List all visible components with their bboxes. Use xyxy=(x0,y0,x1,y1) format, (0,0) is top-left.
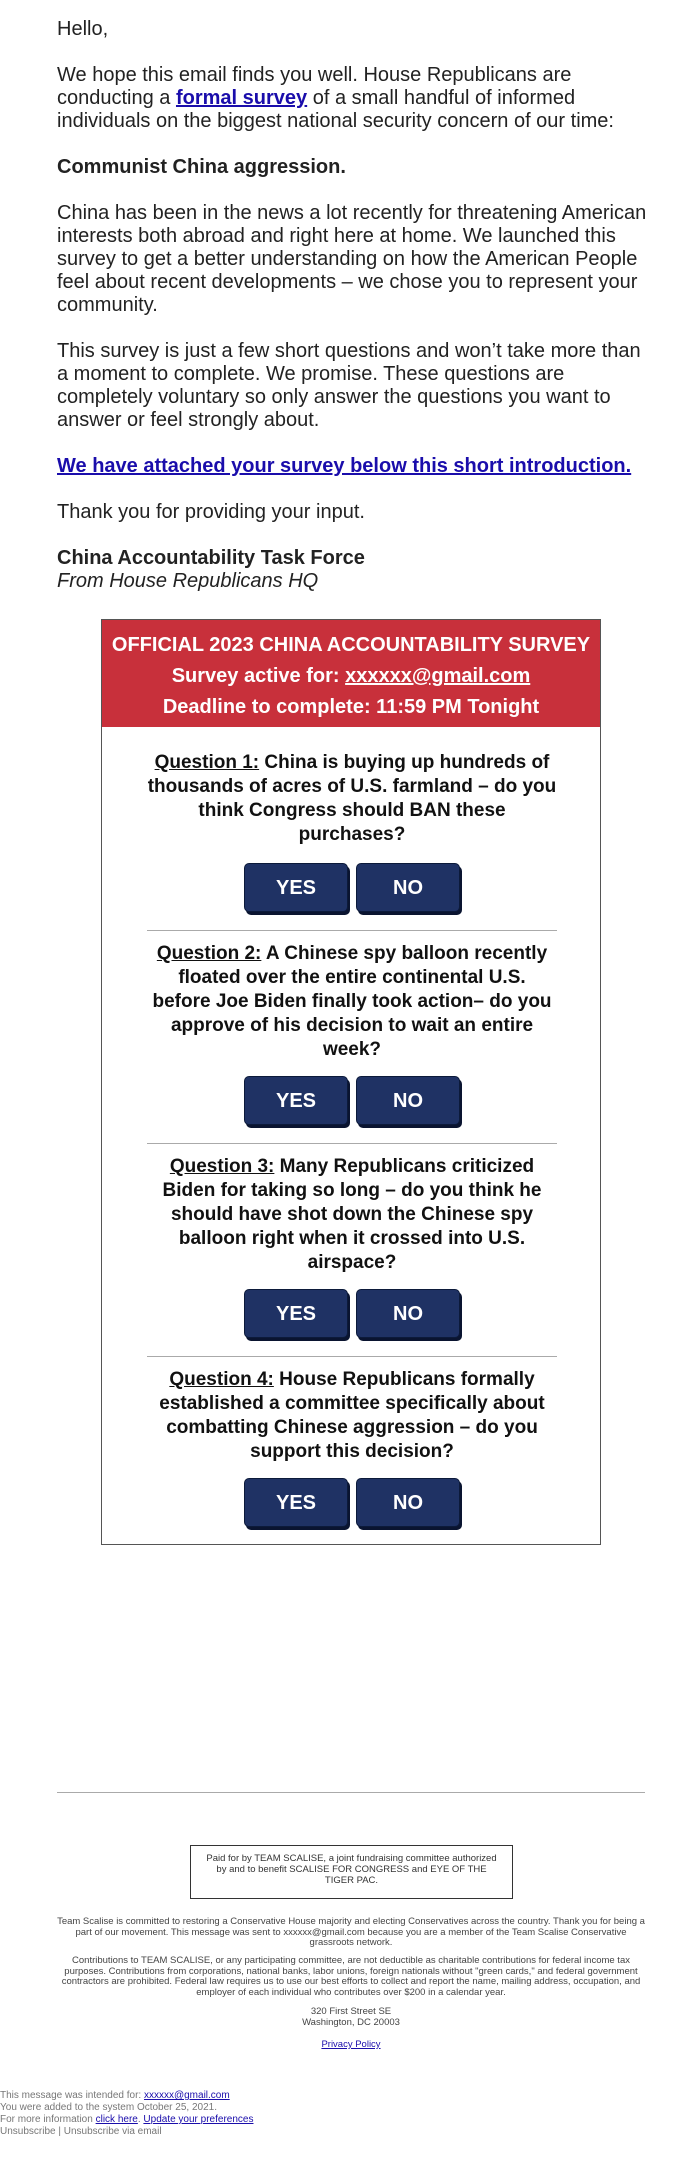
question-2-yes-button[interactable]: YES xyxy=(244,1076,348,1125)
question-4-label: Question 4: xyxy=(169,1369,274,1390)
question-3-buttons xyxy=(102,1289,602,1338)
intended-line xyxy=(0,2090,253,2102)
privacy-row xyxy=(57,2040,645,2051)
intro-paragraph-2: China has been in the news a lot recently for threatening American interests both abroad and right here at home. We launched this survey to get a better understanding on how the American People feel about recent developments – we chose you to represent your community. xyxy=(57,202,647,316)
survey-card xyxy=(101,619,601,1545)
question-2-buttons xyxy=(102,1076,602,1125)
question-1-no-button[interactable]: NO xyxy=(356,863,460,912)
signature-name: China Accountability Task Force xyxy=(57,547,365,569)
question-2-text: A Chinese spy balloon recently floated over the entire continental U.S. before Joe Biden finally took action– do you approve of his decision to wait an entire week? xyxy=(152,943,552,1060)
survey-header xyxy=(102,620,600,727)
click-here-link[interactable]: click here xyxy=(95,2114,138,2125)
survey-title: OFFICIAL 2023 CHINA ACCOUNTABILITY SURVEY xyxy=(111,634,591,656)
footer-divider xyxy=(57,1792,645,1793)
intended-label: This message was intended for: xyxy=(0,2090,144,2101)
email-intro xyxy=(57,18,657,593)
question-divider xyxy=(147,930,557,931)
question-4-text: House Republicans formally established a committee specifically about combatting Chinese aggression – do you support this decision? xyxy=(159,1369,545,1462)
question-4-yes-button[interactable]: YES xyxy=(244,1478,348,1527)
unsubscribe-line[interactable]: Unsubscribe | Unsubscribe via email xyxy=(0,2126,162,2137)
question-2-no-button[interactable]: NO xyxy=(356,1076,460,1125)
footer-contributions: Contributions to TEAM SCALISE, or any participating committee, are not deductible as charitable contributions for federal income tax purposes. Contributions from corporations, national banks, labor unions, foreign nationals without "green cards," and federal government contractors are prohibited. Federal law requires us to use our best efforts to collect and report the name, mailing address, occupation, and employer of each individual who contributes over $200 in a calendar year. xyxy=(61,1955,641,1998)
survey-deadline: Deadline to complete: 11:59 PM Tonight xyxy=(162,696,540,718)
question-1-text: China is buying up hundreds of thousands of acres of U.S. farmland – do you think Congress should BAN these purchases? xyxy=(147,752,557,845)
greeting: Hello, xyxy=(57,18,109,40)
thanks-text: Thank you for providing your input. xyxy=(57,501,365,523)
question-1-label: Question 1: xyxy=(154,752,260,773)
address-line-2: Washington, DC 20003 xyxy=(302,2016,400,2028)
more-info-label: For more information xyxy=(0,2114,96,2125)
footer-mission: Team Scalise is committed to restoring a Conservative House majority and electing Conservatives across the country. Thank you for being a part of our movement. This message was sent to xxxxxx@gmail.com because you are a member of the Team Scalise Conservative grassroots network. xyxy=(57,1916,645,1948)
attached-survey-link[interactable]: We have attached your survey below this short introduction. xyxy=(57,455,632,477)
question-1-buttons xyxy=(102,863,602,912)
question-3-text: Many Republicans criticized Biden for taking so long – do you think he should have shot down the Chinese spy balloon right when it crossed into U.S. airspace? xyxy=(162,1156,542,1273)
question-1-yes-button[interactable]: YES xyxy=(244,863,348,912)
intro-text-a: We hope this email finds you well. House Republicans are conducting a xyxy=(57,64,572,109)
question-3-no-button[interactable]: NO xyxy=(356,1289,460,1338)
intended-email-link[interactable]: xxxxxx@gmail.com xyxy=(143,2090,230,2101)
intro-paragraph-3: This survey is just a few short questions and won’t take more than a moment to complete. We promise. These questions are completely voluntary so only answer the questions you want to answer or feel strongly about. xyxy=(57,340,641,431)
question-3-yes-button[interactable]: YES xyxy=(244,1289,348,1338)
question-4 xyxy=(147,1368,557,1464)
update-preferences-link[interactable]: Update your preferences xyxy=(143,2114,254,2125)
question-2-label: Question 2: xyxy=(156,943,262,964)
question-2 xyxy=(147,942,557,1062)
paid-for-disclaimer: Paid for by TEAM SCALISE, a joint fundraising committee authorized by and to benefit SCALISE FOR CONGRESS and EYE OF THE TIGER PAC. xyxy=(190,1845,513,1899)
question-1 xyxy=(147,751,557,847)
question-3-label: Question 3: xyxy=(169,1156,275,1177)
privacy-policy-link[interactable]: Privacy Policy xyxy=(321,2039,381,2050)
survey-active-email[interactable]: xxxxxx@gmail.com xyxy=(345,665,531,687)
question-4-buttons xyxy=(102,1478,602,1527)
address-line-1: 320 First Street SE xyxy=(310,2006,392,2017)
formal-survey-link[interactable]: formal survey xyxy=(175,87,308,109)
question-4-no-button[interactable]: NO xyxy=(356,1478,460,1527)
email-bottom-info xyxy=(0,2090,253,2138)
headline: Communist China aggression. xyxy=(57,156,346,178)
survey-active-line xyxy=(102,661,600,692)
footer-address xyxy=(57,2007,645,2028)
signature-org: From House Republicans HQ xyxy=(57,570,319,592)
question-divider xyxy=(147,1143,557,1144)
more-info-separator: . xyxy=(137,2114,144,2125)
intro-paragraph-1 xyxy=(57,64,657,133)
intro-text-b: of a small handful of informed individuals on the biggest national security concern of our time: xyxy=(57,87,614,132)
added-line: You were added to the system October 25, 2021. xyxy=(0,2102,217,2113)
survey-active-label: Survey active for: xyxy=(171,665,346,687)
question-3 xyxy=(147,1155,557,1275)
question-divider xyxy=(147,1356,557,1357)
more-info-line xyxy=(0,2114,253,2126)
